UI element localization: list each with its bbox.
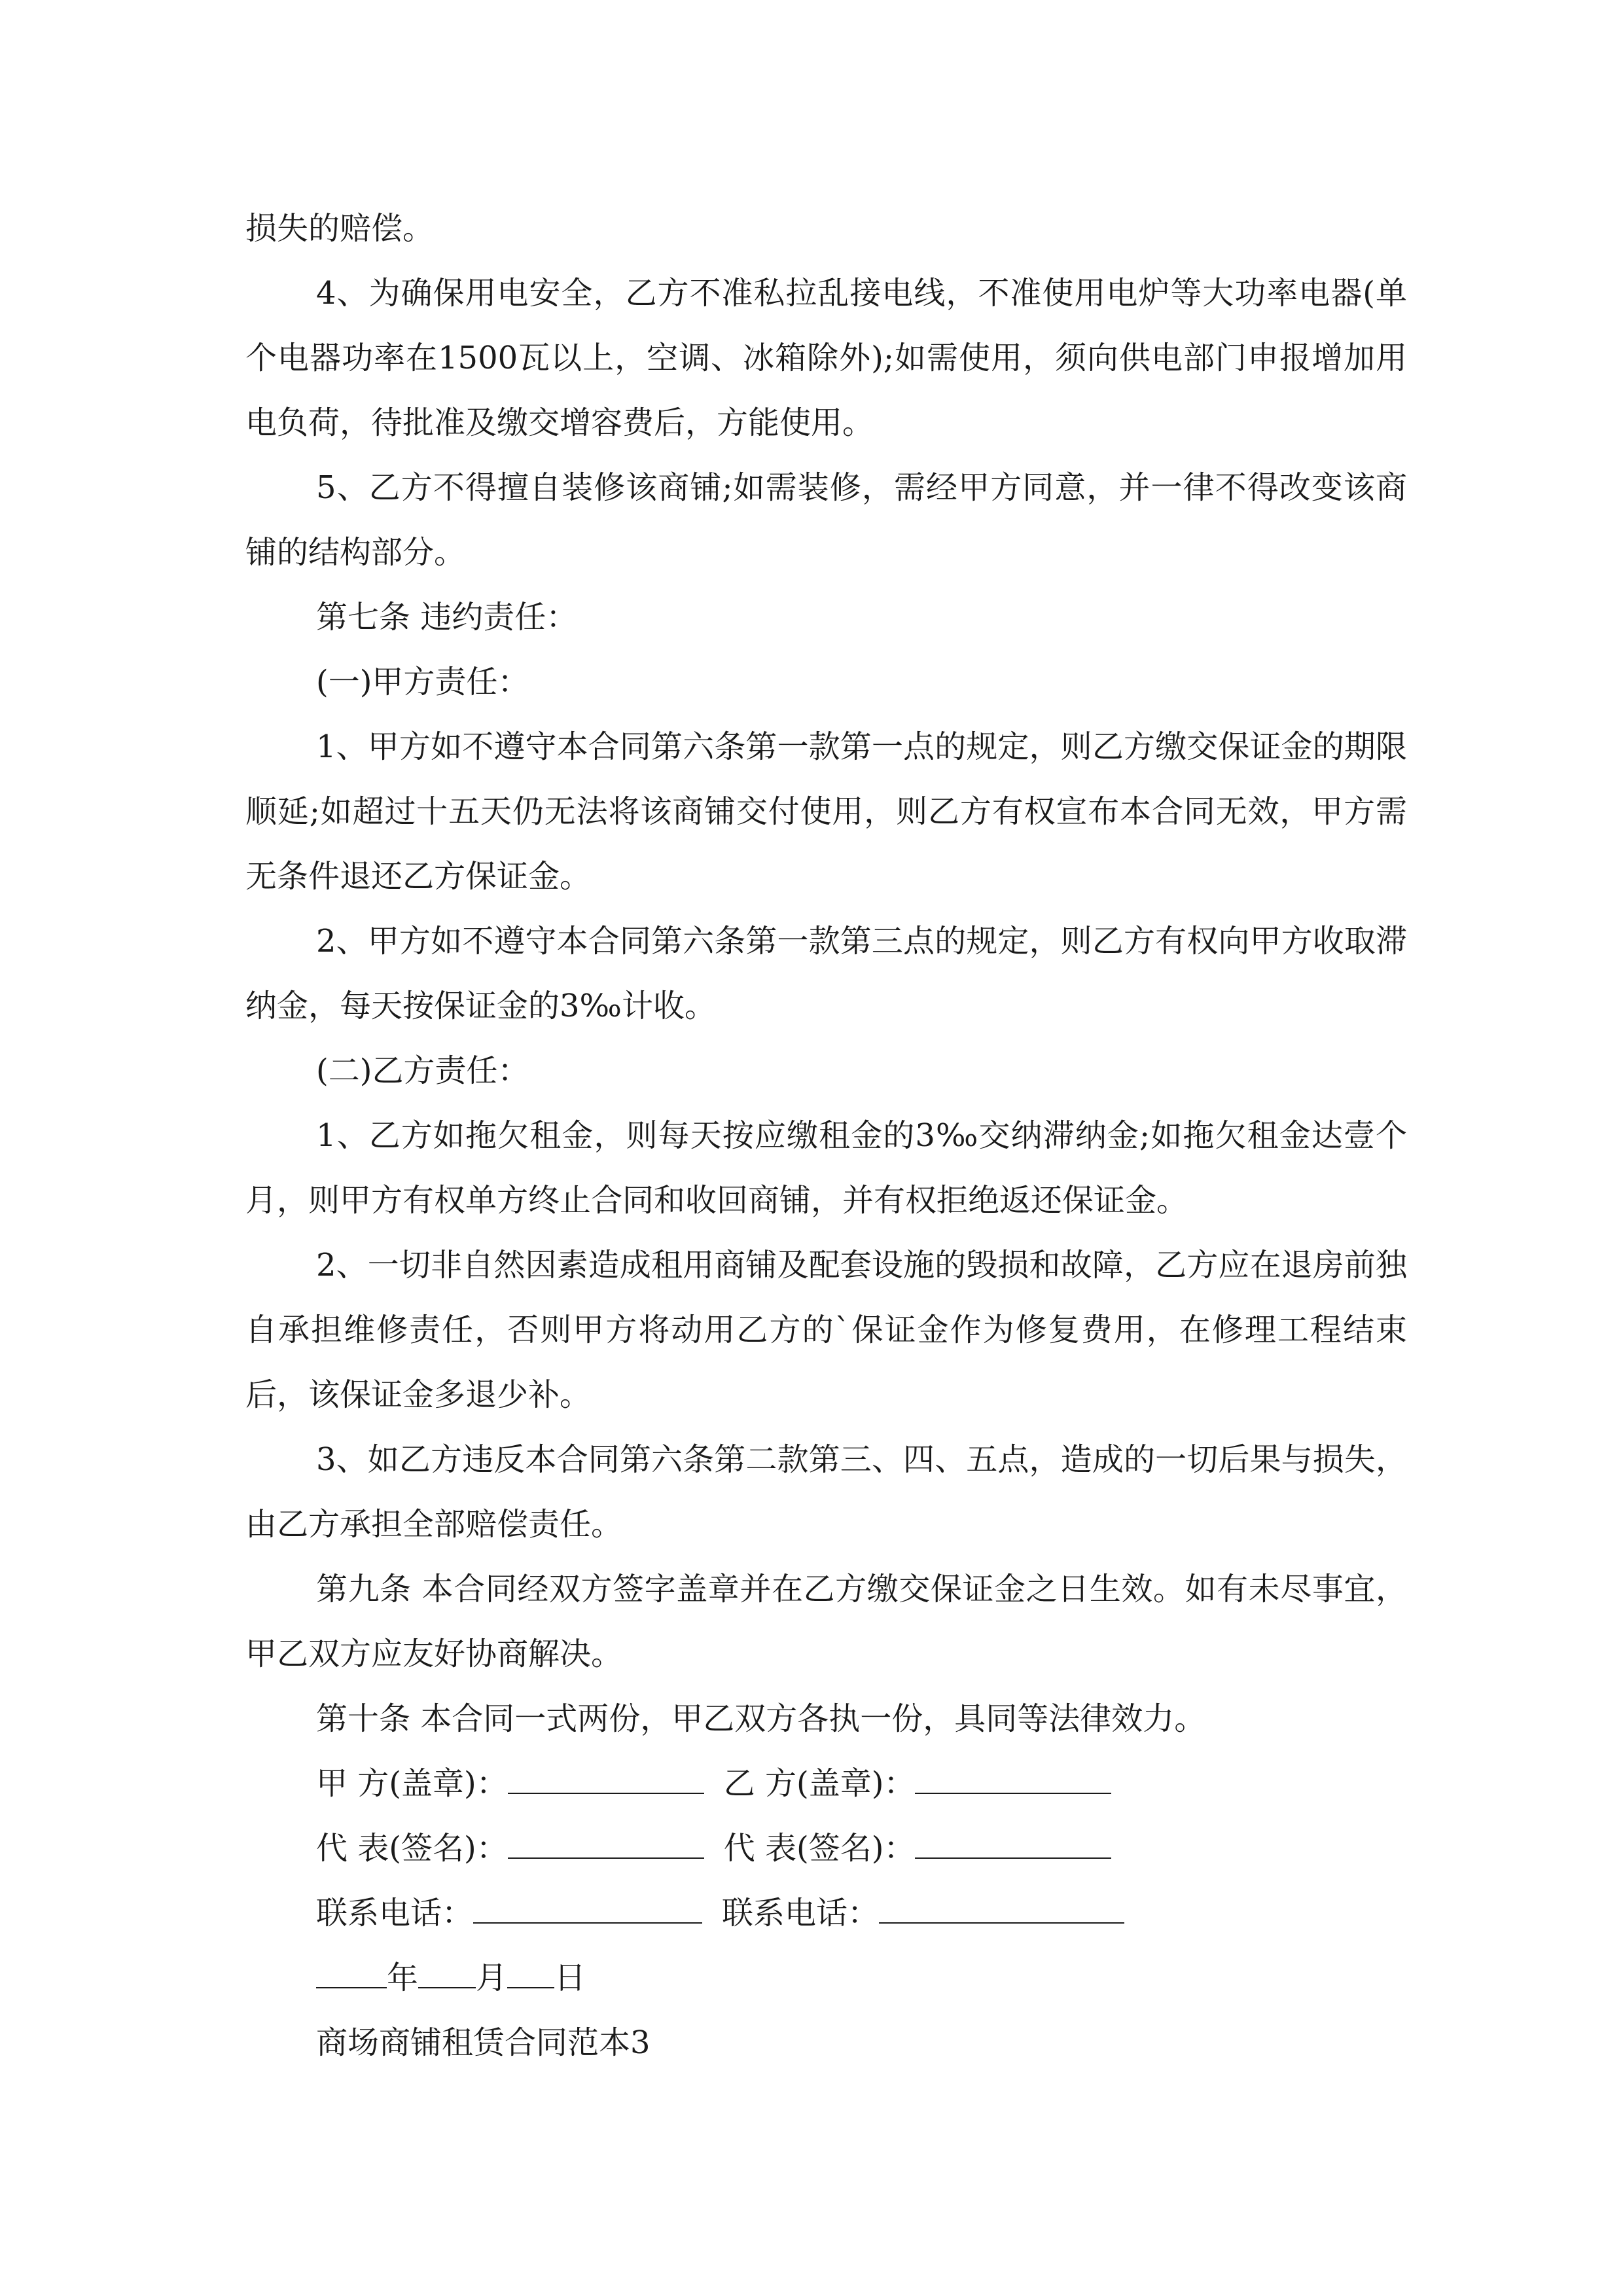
party-b-seal-blank[interactable] bbox=[915, 1767, 1111, 1794]
rep-a-label: 代 表(签名)： bbox=[316, 1830, 508, 1867]
document-page bbox=[245, 196, 1407, 2075]
year-label: 年 bbox=[387, 1960, 419, 1996]
phone-a-label: 联系电话： bbox=[316, 1895, 474, 1931]
phone-line bbox=[245, 1881, 1407, 1946]
party-a-seal-label: 甲 方(盖章)： bbox=[316, 1765, 508, 1802]
phone-a-blank[interactable] bbox=[473, 1896, 702, 1924]
paragraph: 损失的赔偿。 bbox=[245, 210, 435, 247]
day-blank[interactable] bbox=[507, 1961, 554, 1988]
article-7-heading: 第七条 违约责任： bbox=[316, 599, 578, 636]
party-b-liability-1: 1、乙方如拖欠租金，则每天按应缴租金的3‰交纳滞纳金;如拖欠租金达壹个月，则甲方有权单方终止合同和收回商铺，并有权拒绝返还保证金。 bbox=[245, 1117, 1407, 1219]
seal-line bbox=[245, 1751, 1407, 1816]
article-10: 第十条 本合同一式两份，甲乙双方各执一份，具同等法律效力。 bbox=[316, 1700, 1206, 1737]
party-b-seal-label: 乙 方(盖章)： bbox=[723, 1765, 916, 1802]
party-a-seal-blank[interactable] bbox=[508, 1767, 704, 1794]
party-a-liability-heading: (一)甲方责任： bbox=[316, 664, 529, 700]
phone-b-label: 联系电话： bbox=[722, 1895, 880, 1931]
article-9: 第九条 本合同经双方签字盖章并在乙方缴交保证金之日生效。如有未尽事宜，甲乙双方应友好协商解决。 bbox=[245, 1571, 1407, 1672]
year-blank[interactable] bbox=[316, 1961, 387, 1988]
clause-5-renovation: 5、乙方不得擅自装修该商铺;如需装修，需经甲方同意，并一律不得改变该商铺的结构部分。 bbox=[245, 469, 1407, 571]
party-b-liability-heading: (二)乙方责任： bbox=[316, 1052, 529, 1089]
next-contract-title: 商场商铺租赁合同范本3 bbox=[316, 2024, 651, 2061]
party-a-liability-2: 2、甲方如不遵守本合同第六条第一款第三点的规定，则乙方有权向甲方收取滞纳金，每天按保证金的3‰计收。 bbox=[245, 923, 1407, 1024]
rep-a-blank[interactable] bbox=[508, 1831, 704, 1859]
rep-b-blank[interactable] bbox=[915, 1831, 1111, 1859]
party-a-liability-1: 1、甲方如不遵守本合同第六条第一款第一点的规定，则乙方缴交保证金的期限顺延;如超过十五天仍无法将该商铺交付使用，则乙方有权宣布本合同无效，甲方需无条件退还乙方保证金。 bbox=[245, 728, 1407, 895]
month-blank[interactable] bbox=[418, 1961, 476, 1988]
rep-b-label: 代 表(签名)： bbox=[723, 1830, 916, 1867]
clause-4-electricity: 4、为确保用电安全，乙方不准私拉乱接电线，不准使用电炉等大功率电器(单个电器功率在1500瓦以上，空调、冰箱除外);如需使用，须向供电部门申报增加用电负荷，待批准及缴交增容费后，方能使用。 bbox=[245, 275, 1407, 441]
representative-line bbox=[245, 1816, 1407, 1881]
party-b-liability-3: 3、如乙方违反本合同第六条第二款第三、四、五点，造成的一切后果与损失，由乙方承担全部赔偿责任。 bbox=[245, 1441, 1407, 1543]
date-line bbox=[245, 1946, 1407, 2011]
party-b-liability-2: 2、一切非自然因素造成租用商铺及配套设施的毁损和故障，乙方应在退房前独自承担维修责任，否则甲方将动用乙方的`保证金作为修复费用，在修理工程结束后，该保证金多退少补。 bbox=[245, 1247, 1407, 1413]
month-label: 月 bbox=[476, 1960, 508, 1996]
day-label: 日 bbox=[554, 1960, 586, 1996]
phone-b-blank[interactable] bbox=[879, 1896, 1124, 1924]
